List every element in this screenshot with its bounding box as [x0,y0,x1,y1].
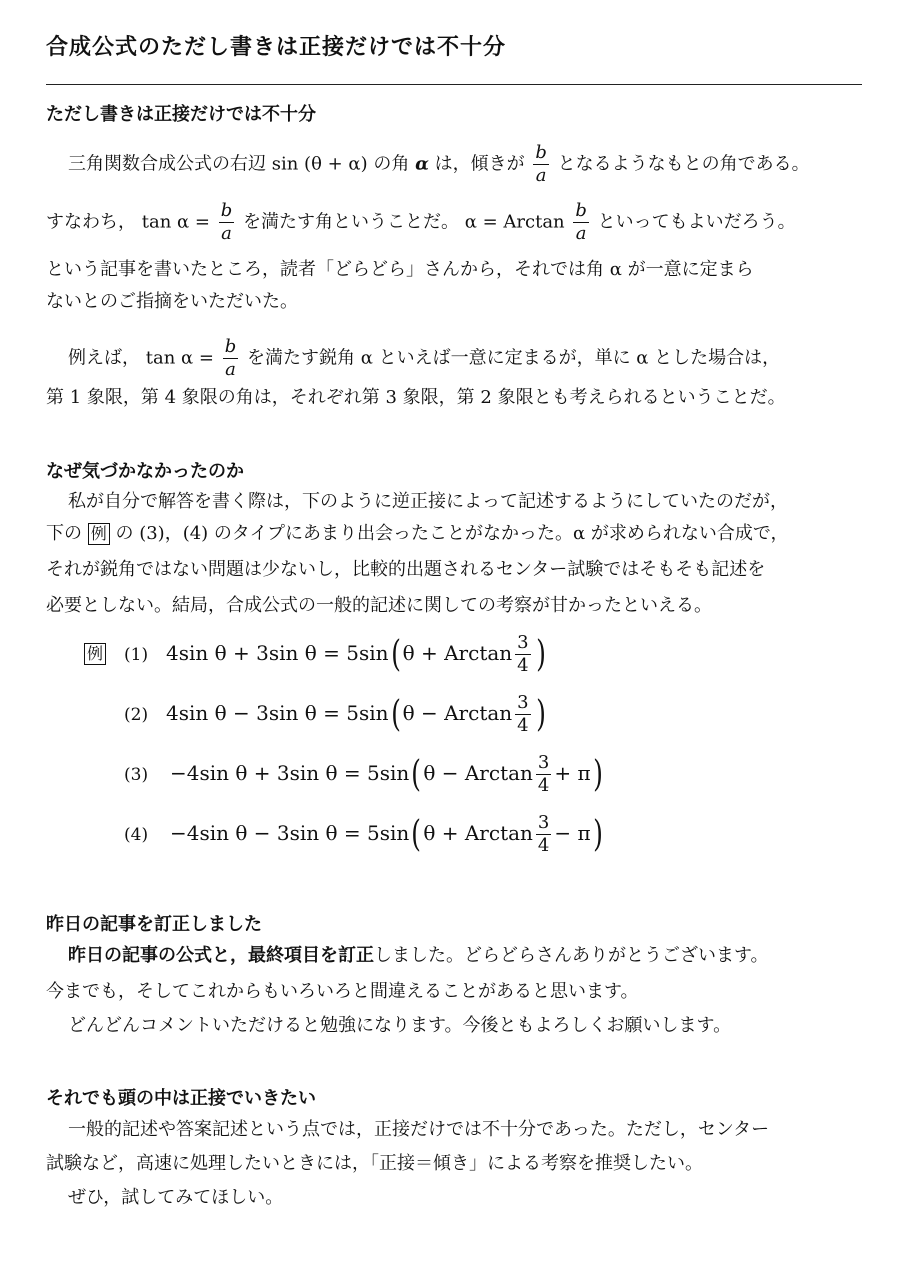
title-divider [46,84,862,85]
s3-line1-rest: しました。どらどらさんありがとうございます。 [374,945,769,966]
left-paren: ( [411,813,422,855]
s1-paragraph4-line2: 第 1 象限，第 4 象限の角は，それぞれ第 3 象限，第 2 象限とも考えられるということだ。 [46,387,786,408]
s3-line2: 今までも，そしてこれからもいろいろと間違えることがあると思います。 [46,981,639,1002]
section4-heading: それでも頭の中は正接でいきたい [46,1088,316,1109]
s1-p4-text-b: を満たす鋭角 α といえば一意に定まるが，単に α とした場合は， [246,347,781,369]
s2-line4: 必要としない。結局，合成公式の一般的記述に関しての考察が甘かったといえる。 [46,595,712,616]
s1-p1-text-d: となるようなもとの角である。 [557,153,810,175]
s1-p1-sin-expr: sin (θ + α) [271,153,368,175]
equation-frac-num: 3 [537,752,550,773]
s1-p4-frac-num: b [224,336,237,357]
equation-frac-num: 3 [517,692,529,713]
example-label [84,643,106,665]
s1-paragraph2 [46,202,796,243]
s1-p4-frac-den: a [225,359,236,380]
equation-row [166,694,548,735]
right-paren: ) [592,813,603,855]
s1-p2-frac2-den: a [575,223,587,244]
s4-line3: ぜひ，試してみてほしい。 [68,1187,284,1208]
equation-tail: + π [554,761,591,785]
right-paren: ) [535,693,546,735]
equation-frac-den: 4 [537,835,550,856]
s1-p4-fraction [223,338,239,379]
left-paren: ( [411,753,422,795]
equation-fraction [536,754,551,795]
s1-p1-fraction [533,144,549,185]
s1-p2-fraction [219,202,235,243]
s1-paragraph3-line1: という記事を書いたところ，読者「どらどら」さんから，それでは角 α が一意に定まら [46,259,754,280]
right-paren: ) [535,633,546,675]
s1-p1-text-a: 三角関数合成公式の右辺 [68,153,266,175]
example-label-box: 例 [84,643,106,665]
equation-fraction [515,694,530,735]
equation-frac-num: 3 [517,632,529,653]
s2-line1: 私が自分で解答を書く際は，下のように逆正接によって記述するようにしていたのだが， [68,491,788,512]
s3-line1 [68,944,769,968]
s1-p2-arctan: α = Arctan [464,211,565,233]
s2-example-ref-box: 例 [88,523,110,545]
equation-row [166,634,548,675]
s1-p1-frac-num: b [535,142,547,163]
s2-line3: それが鋭角ではない問題は少ないし，比較的出題されるセンター試験ではそもそも記述を [46,559,766,580]
s1-p1-text-c: は，傾きが [434,153,525,175]
s3-line1-bold: 昨日の記事の公式と，最終項目を訂正 [68,945,374,966]
s2-line2-text-a: 下の [46,523,82,544]
equation-inner: θ + Arctan [423,821,533,845]
equation-inner: θ − Arctan [423,761,533,785]
equation-row [170,754,605,795]
s1-p2-tan: tan α = [141,211,210,233]
s1-p1-text-b: の角 [373,153,410,175]
equation-frac-den: 4 [517,655,529,676]
equation-row [170,814,605,855]
s1-p2-text-c: といってもよいだろう。 [597,211,796,233]
equation-tail: − π [554,821,591,845]
equation-inner: θ + Arctan [402,641,513,665]
s1-paragraph4 [68,338,780,379]
s2-line2 [46,522,789,546]
s1-p4-text-a: 例えば， [68,347,140,369]
s3-line3: どんどんコメントいただけると勉強になります。今後ともよろしくお願いします。 [68,1015,732,1036]
section3-heading: 昨日の記事を訂正しました [46,914,262,935]
s1-p2-frac2-num: b [575,200,587,221]
s1-p2-frac-den: a [221,223,232,244]
s4-line2: 試験など，高速に処理したいときには，「正接＝傾き」による考察を推奨したい。 [46,1153,703,1174]
s2-line2-text-b: の (3)，(4) のタイプにあまり出会ったことがなかった。α が求められない合成で， [115,523,789,544]
equation-fraction [536,814,551,855]
equation-lhs: 4sin θ + 3sin θ = 5sin [166,641,389,665]
section1-heading: ただし書きは正接だけでは不十分 [46,104,316,125]
s1-p2-text-b: を満たす角ということだ。 [242,211,459,233]
s1-paragraph3-line2: ないとのご指摘をいただいた。 [46,291,298,312]
equation-lhs: 4sin θ − 3sin θ = 5sin [166,701,389,725]
s1-p2-frac-num: b [220,200,233,221]
equation-frac-num: 3 [537,812,550,833]
equation-label: (1) [124,645,149,665]
left-paren: ( [390,693,401,735]
s4-line1: 一般的記述や答案記述という点では，正接だけでは不十分であった。ただし，センター [68,1119,770,1140]
s1-p4-tan: tan α = [145,347,214,369]
equation-inner: θ − Arctan [402,701,513,725]
s1-p1-frac-den: a [535,165,547,186]
equation-label: (3) [124,765,149,785]
equation-label: (4) [124,825,149,845]
equation-lhs: −4sin θ + 3sin θ = 5sin [170,761,410,785]
s1-paragraph1 [68,144,810,185]
equation-lhs: −4sin θ − 3sin θ = 5sin [170,821,410,845]
equation-label: (2) [124,705,149,725]
left-paren: ( [390,633,401,675]
equation-fraction [515,634,530,675]
s1-p2-fraction2 [573,202,589,243]
right-paren: ) [592,753,603,795]
s1-p1-alpha: α [415,153,429,175]
s1-p2-text-a: すなわち， [46,211,136,233]
equation-frac-den: 4 [517,715,529,736]
equation-frac-den: 4 [537,775,550,796]
page-title: 合成公式のただし書きは正接だけでは不十分 [46,35,507,60]
section2-heading: なぜ気づかなかったのか [46,461,244,482]
